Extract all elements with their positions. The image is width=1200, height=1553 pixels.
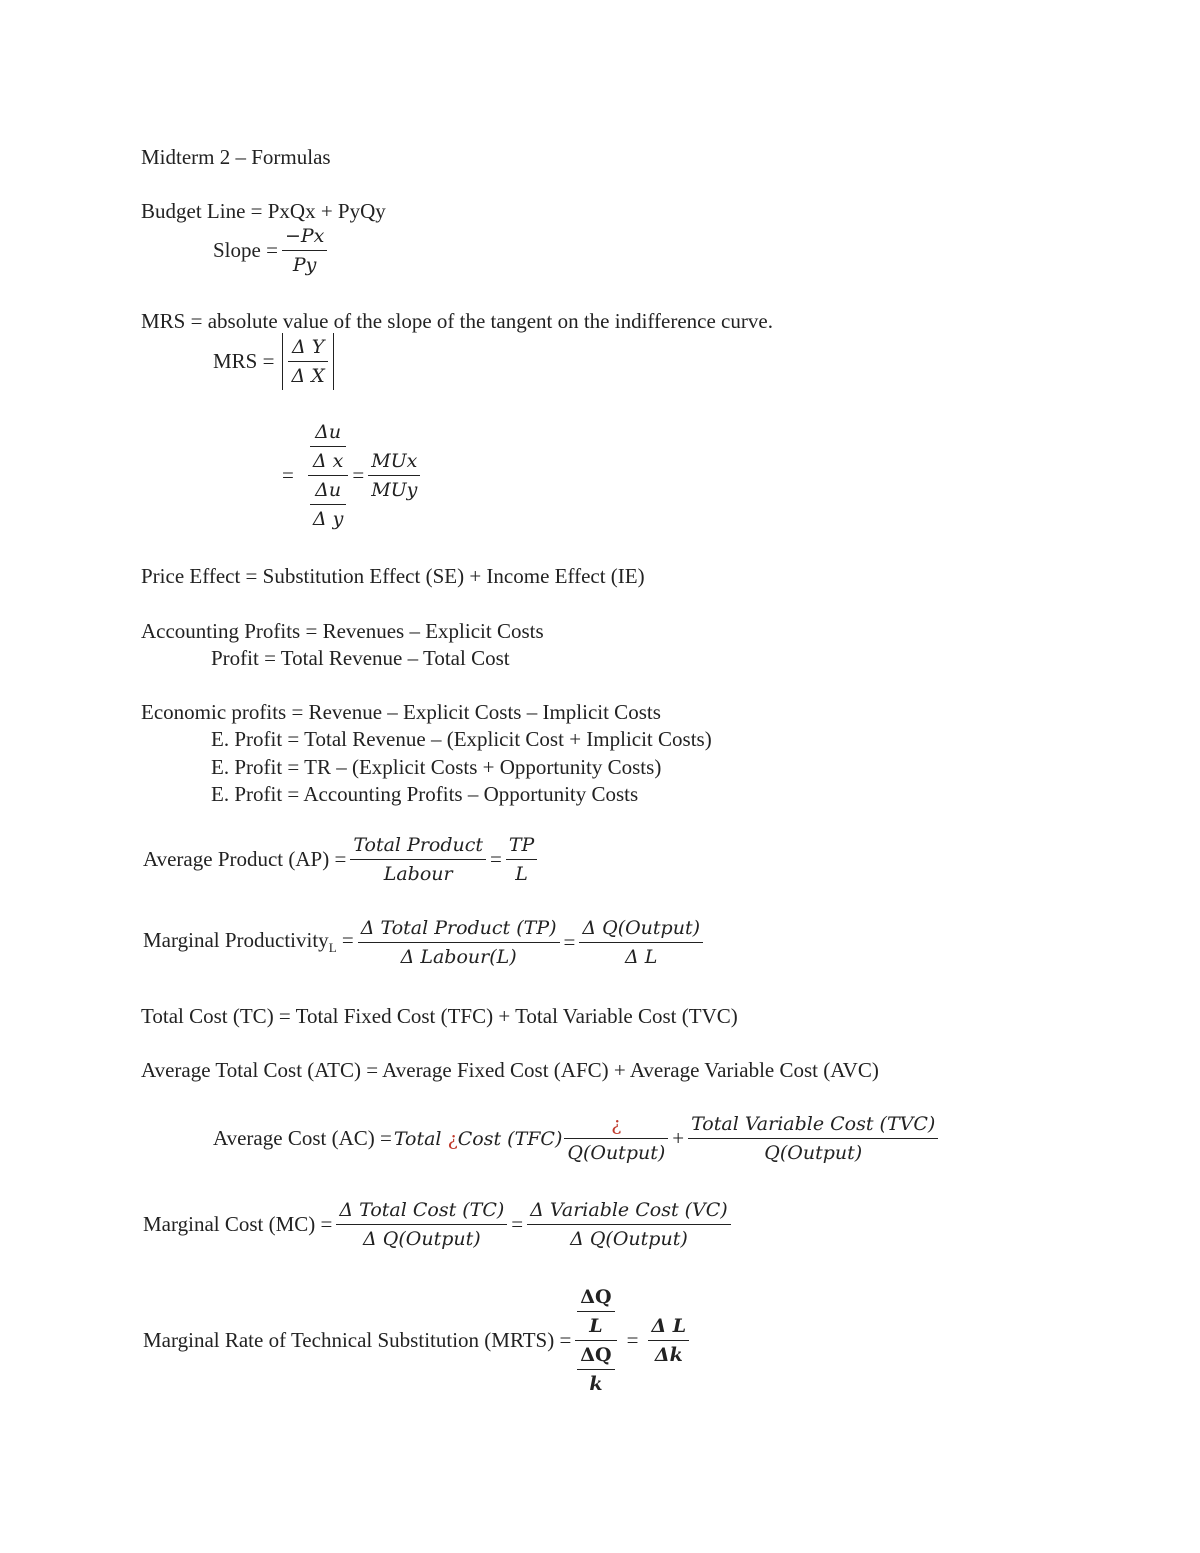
ac-total-text: Total [393,1127,442,1150]
mc-numerator-2: Δ Variable Cost (VC) [530,1199,728,1221]
mp-denominator: Δ Labour(L) [400,946,517,968]
ac-cost-tfc-text: Cost (TFC) [457,1127,563,1150]
mrts-eq-sign: = [626,1328,639,1352]
mrts-compound-fraction [575,1283,616,1398]
mrs-definition: MRS = absolute value of the slope of the tangent on the indifference curve. [141,309,773,333]
ap-fraction-1 [350,831,486,888]
mc-eq-sign: = [511,1212,524,1236]
profit-formula: Profit = Total Revenue – Total Cost [211,646,510,670]
ac-numerator-1: ¿ [611,1113,622,1135]
mrts-fraction-2 [648,1312,689,1369]
mrs-dy: Δ y [312,508,344,530]
marginal-cost-formula [141,1196,733,1253]
ac-inline-term [394,1128,563,1150]
ap-fraction-2 [506,831,537,888]
economic-profit-line-3: E. Profit = TR – (Explicit Costs + Opportunity Costs) [211,755,662,779]
mrs-compound-fraction [308,418,349,533]
mp-denominator-2: Δ L [624,946,658,968]
marginal-productivity-formula [141,914,705,971]
ap-denominator-2: L [515,863,528,885]
ac-denominator-2: Q(Output) [764,1142,863,1164]
mrs-eq-sign: = [282,463,294,487]
page-title: Midterm 2 – Formulas [141,145,331,169]
mu-x: MUx [371,450,418,472]
mrs-du-y: Δu [315,479,342,501]
mrts-formula [141,1283,691,1398]
mrts-numerator-2: Δ L [651,1315,687,1337]
mp-numerator-2: Δ Q(Output) [582,917,701,939]
average-cost-formula [211,1110,940,1167]
mp-label-text: Marginal Productivity [143,928,329,953]
mp-fraction-2 [579,914,703,971]
economic-profit-line-4: E. Profit = Accounting Profits – Opportunity Costs [211,782,639,806]
mrts-dq-1: ΔQ [580,1286,612,1308]
mrs-upper-fraction [310,418,346,475]
ac-fraction-2 [688,1110,938,1167]
mrs-formula [211,333,334,390]
mrs-dx: Δ x [312,450,344,472]
mrts-label: Marginal Rate of Technical Substitution (MRTS) = [143,1328,572,1352]
mc-denominator: Δ Q(Output) [363,1228,481,1250]
slope-formula [211,222,329,279]
mrs-absolute-value [282,333,333,390]
mrs-du-x: Δu [315,421,342,443]
mp-label [141,928,356,956]
mrs-denominator: Δ X [291,365,325,387]
ap-eq-sign: = [490,847,502,871]
mrts-denominator-2: Δk [654,1344,683,1366]
ac-denominator-1: Q(Output) [567,1142,666,1164]
mu-ratio-fraction [368,447,420,504]
ap-numerator-2: TP [508,834,535,856]
ac-numerator-2: Total Variable Cost (TVC) [691,1113,936,1135]
mrs-eq-sign-2: = [352,463,365,487]
economic-profits-formula: Economic profits = Revenue – Explicit Costs – Implicit Costs [141,700,661,724]
mrs-marginal-utility-formula [280,418,422,533]
ac-label: Average Cost (AC) = [213,1126,392,1150]
ap-denominator: Labour [383,863,453,885]
mc-denominator-2: Δ Q(Output) [570,1228,688,1250]
mc-label: Marginal Cost (MC) = [143,1212,333,1236]
mrts-lower-fraction [577,1341,614,1398]
slope-numerator: −Px [284,225,325,247]
mrs-fraction [288,333,327,390]
slope-denominator: Py [292,254,317,276]
mrts-k: k [589,1373,603,1395]
ac-fraction-1 [564,1110,668,1167]
mc-numerator: Δ Total Cost (TC) [339,1199,505,1221]
mp-eq-sign: = [563,930,576,954]
average-total-cost-formula: Average Total Cost (ATC) = Average Fixed Cost (AFC) + Average Variable Cost (AVC) [141,1058,879,1082]
mp-fraction-1 [358,914,560,971]
total-cost-formula: Total Cost (TC) = Total Fixed Cost (TFC) + Total Variable Cost (TVC) [141,1004,738,1028]
economic-profit-line-2: E. Profit = Total Revenue – (Explicit Cost + Implicit Costs) [211,727,712,751]
mrts-l: L [589,1315,603,1337]
price-effect-formula: Price Effect = Substitution Effect (SE) + Income Effect (IE) [141,564,645,588]
mrs-label: MRS = [213,349,275,373]
ap-numerator: Total Product [353,834,484,856]
ap-label: Average Product (AP) = [143,847,347,871]
mrts-dq-2: ΔQ [580,1344,612,1366]
mc-fraction-2 [527,1196,731,1253]
mp-subscript: L [328,940,337,956]
mc-fraction-1 [336,1196,507,1253]
budget-line-formula: Budget Line = PxQx + PyQy [141,199,386,223]
mp-eq-sign-0: = [336,928,354,953]
mrs-numerator: Δ Y [291,336,325,358]
mrts-upper-fraction [577,1283,614,1340]
accounting-profits-formula: Accounting Profits = Revenues – Explicit Costs [141,619,544,643]
mp-numerator: Δ Total Product (TP) [360,917,557,939]
mu-y: MUy [371,479,418,501]
average-product-formula [141,831,539,888]
mrs-lower-fraction [310,476,347,533]
slope-fraction [282,222,327,279]
ac-plus-sign: + [672,1126,685,1150]
ac-glyph: ¿ [447,1127,458,1150]
slope-label: Slope = [213,238,278,262]
